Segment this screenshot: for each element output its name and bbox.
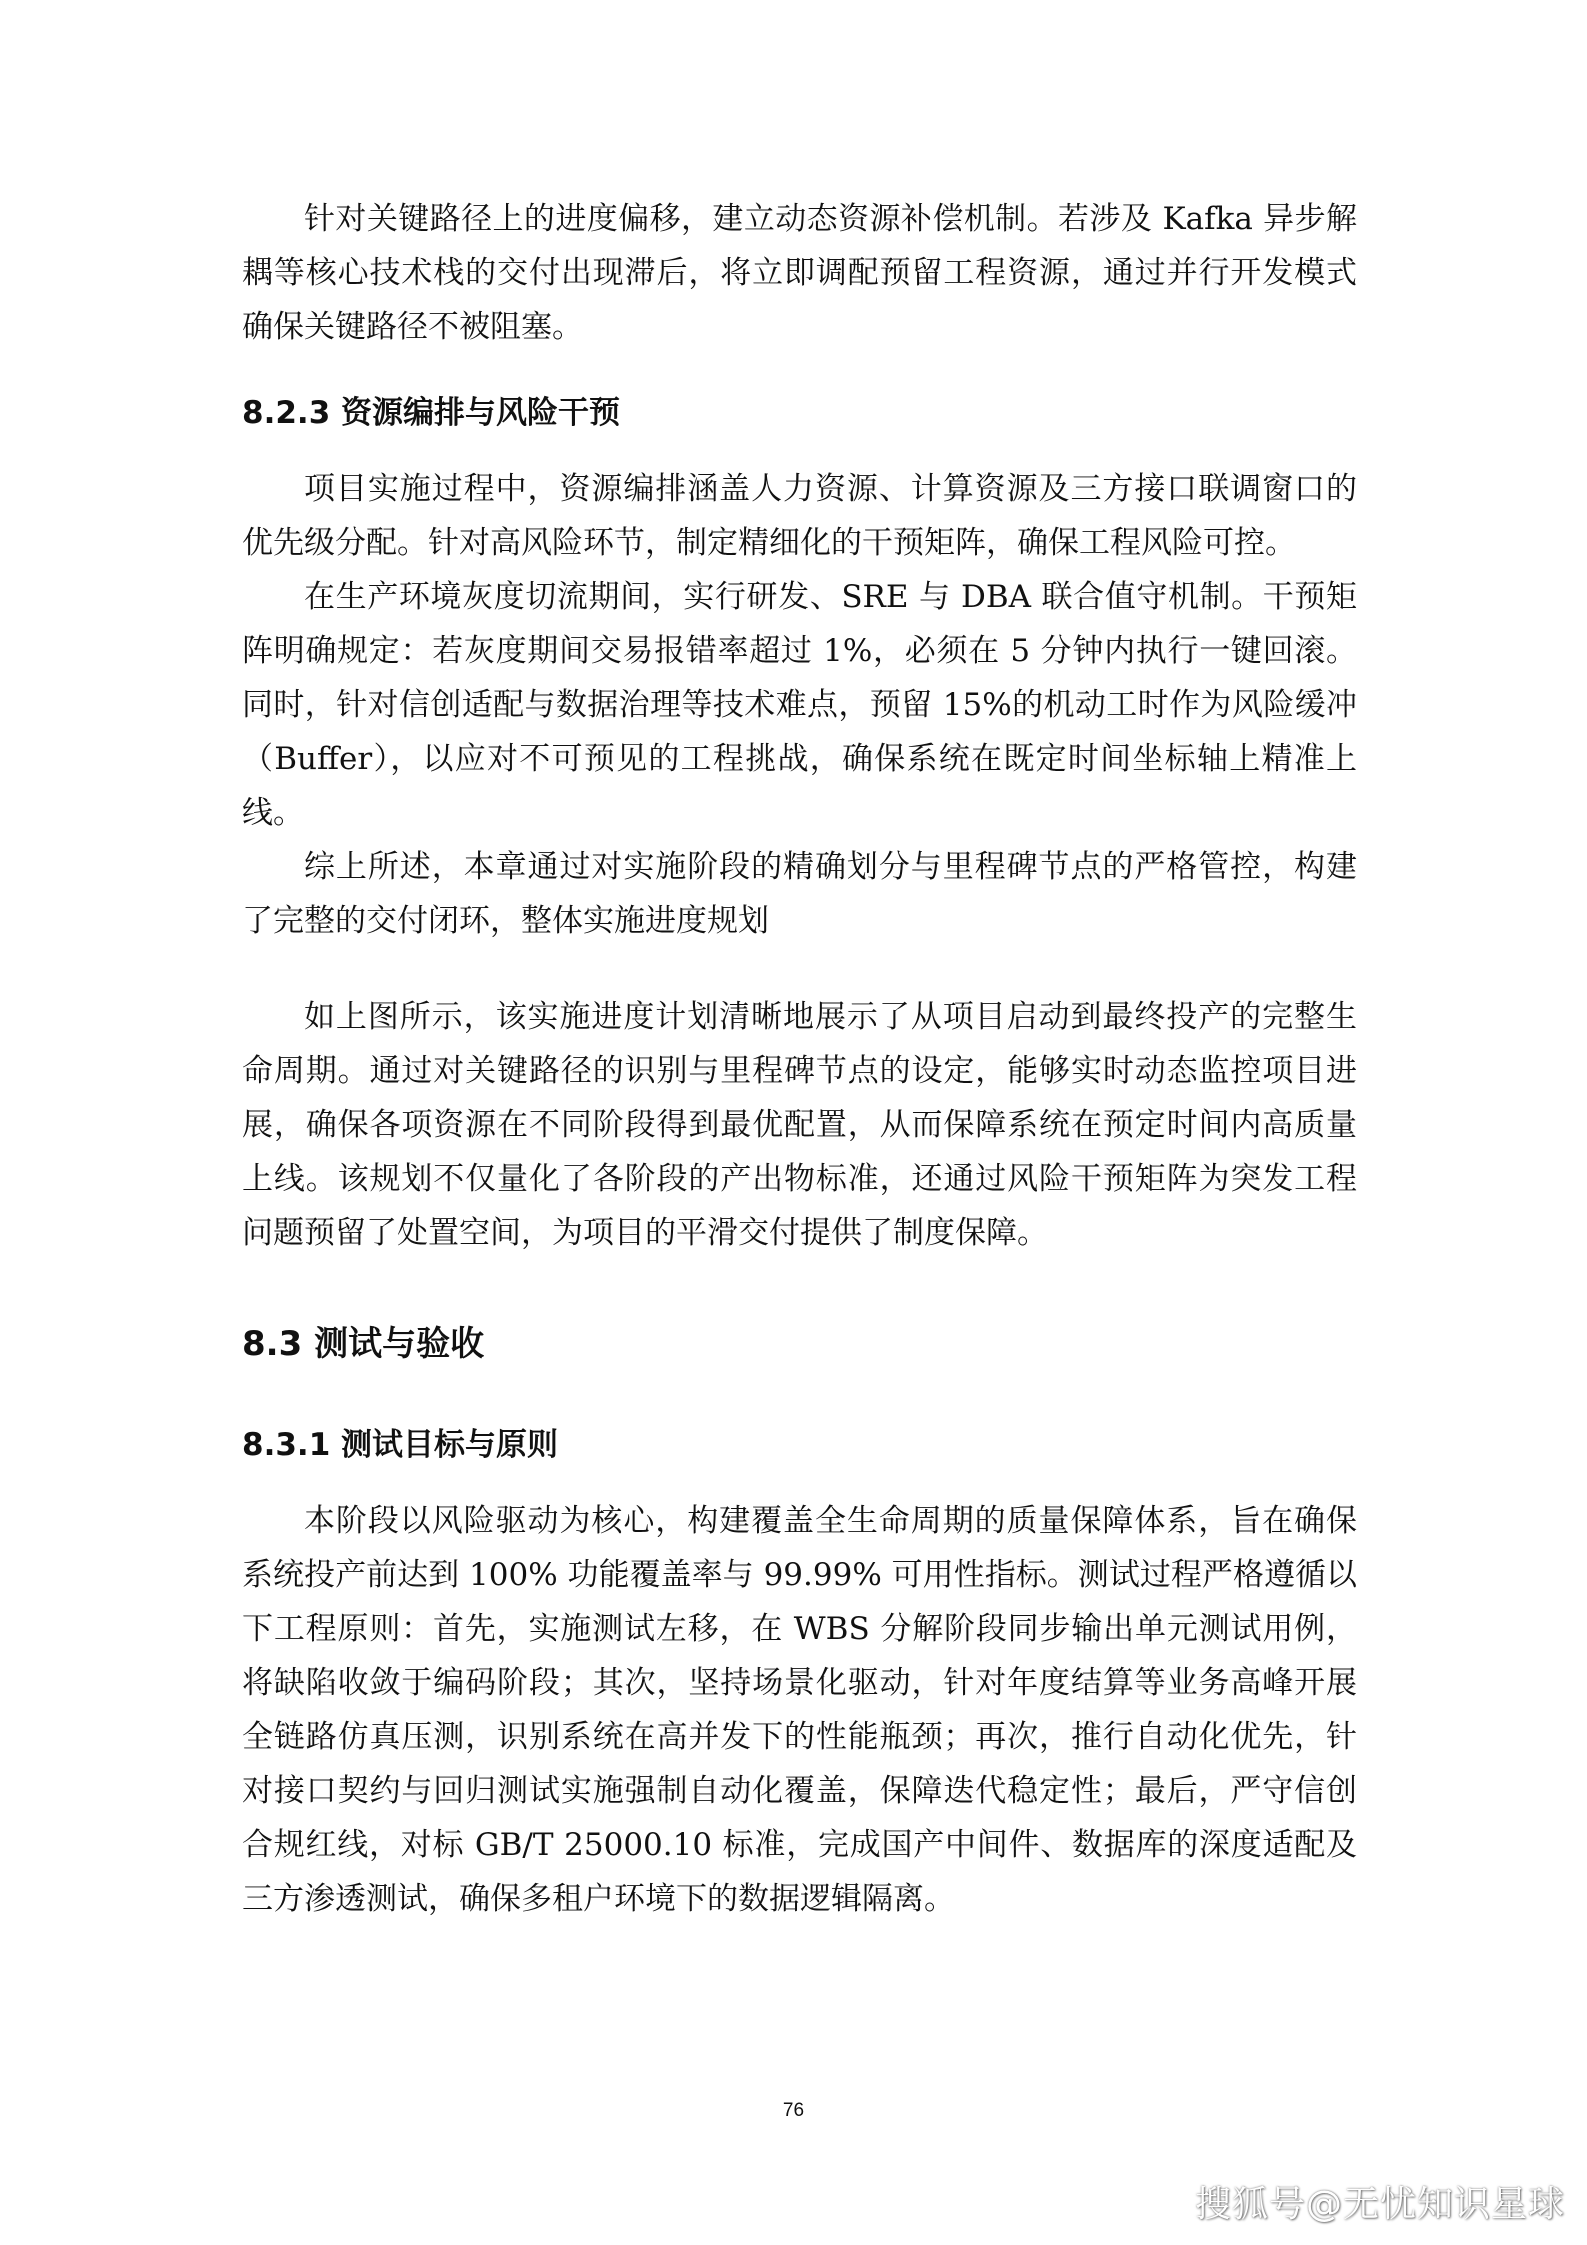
heading-8-2-3: 8.2.3 资源编排与风险干预 <box>242 395 621 431</box>
paragraph-schedule-description: 如上图所示，该实施进度计划清晰地展示了从项目启动到最终投产的完整生命周期。通过对关键路径的识别与里程碑节点的设定，能够实时动态监控项目进展，确保各项资源在不同阶段得到最优配置，从而保障系统在预定时间内高质量上线。该规划不仅量化了各阶段的产出物标准，还通过风险干预矩阵为突发工程问题预留了处置空间，为项目的平滑交付提供了制度保障。 <box>242 999 1357 1251</box>
heading-8-3-1: 8.3.1 测试目标与原则 <box>242 1427 559 1463</box>
paragraph-resource-orchestration: 项目实施过程中，资源编排涵盖人力资源、计算资源及三方接口联调窗口的优先级分配。针对高风险环节，制定精细化的干预矩阵，确保工程风险可控。 <box>242 471 1357 561</box>
page-body <box>242 192 1357 1926</box>
watermark: 搜狐号@无忧知识星球 <box>1194 2184 1565 2225</box>
heading-8-3: 8.3 测试与验收 <box>242 1324 485 1364</box>
paragraph-gray-release: 在生产环境灰度切流期间，实行研发、SRE 与 DBA 联合值守机制。干预矩阵明确规定：若灰度期间交易报错率超过 1%，必须在 5 分钟内执行一键回滚。同时，针对信创适配与数据治理等技术难点，预留 15%的机动工时作为风险缓冲（Buffer），以应对不可预见的工程挑战，确保系统在既定时间坐标轴上精准上线。 <box>242 579 1357 831</box>
page-number: 76 <box>782 2100 805 2121</box>
paragraph-test-principles: 本阶段以风险驱动为核心，构建覆盖全生命周期的质量保障体系，旨在确保系统投产前达到 100% 功能覆盖率与 99.99% 可用性指标。测试过程严格遵循以下工程原则：首先，实施测试左移，在 WBS 分解阶段同步输出单元测试用例，将缺陷收敛于编码阶段；其次，坚持场景化驱动，针对年度结算等业务高峰开展全链路仿真压测，识别系统在高并发下的性能瓶颈；再次，推行自动化优先，针对接口契约与回归测试实施强制自动化覆盖，保障迭代稳定性；最后，严守信创合规红线，对标 GB/T 25000.10 标准，完成国产中间件、数据库的深度适配及三方渗透测试，确保多租户环境下的数据逻辑隔离。 <box>242 1503 1357 1917</box>
paragraph-resource-compensation: 针对关键路径上的进度偏移，建立动态资源补偿机制。若涉及 Kafka 异步解耦等核心技术栈的交付出现滞后，将立即调配预留工程资源，通过并行开发模式确保关键路径不被阻塞。 <box>242 201 1357 345</box>
paragraph-summary: 综上所述，本章通过对实施阶段的精确划分与里程碑节点的严格管控，构建了完整的交付闭环，整体实施进度规划 <box>242 849 1357 939</box>
